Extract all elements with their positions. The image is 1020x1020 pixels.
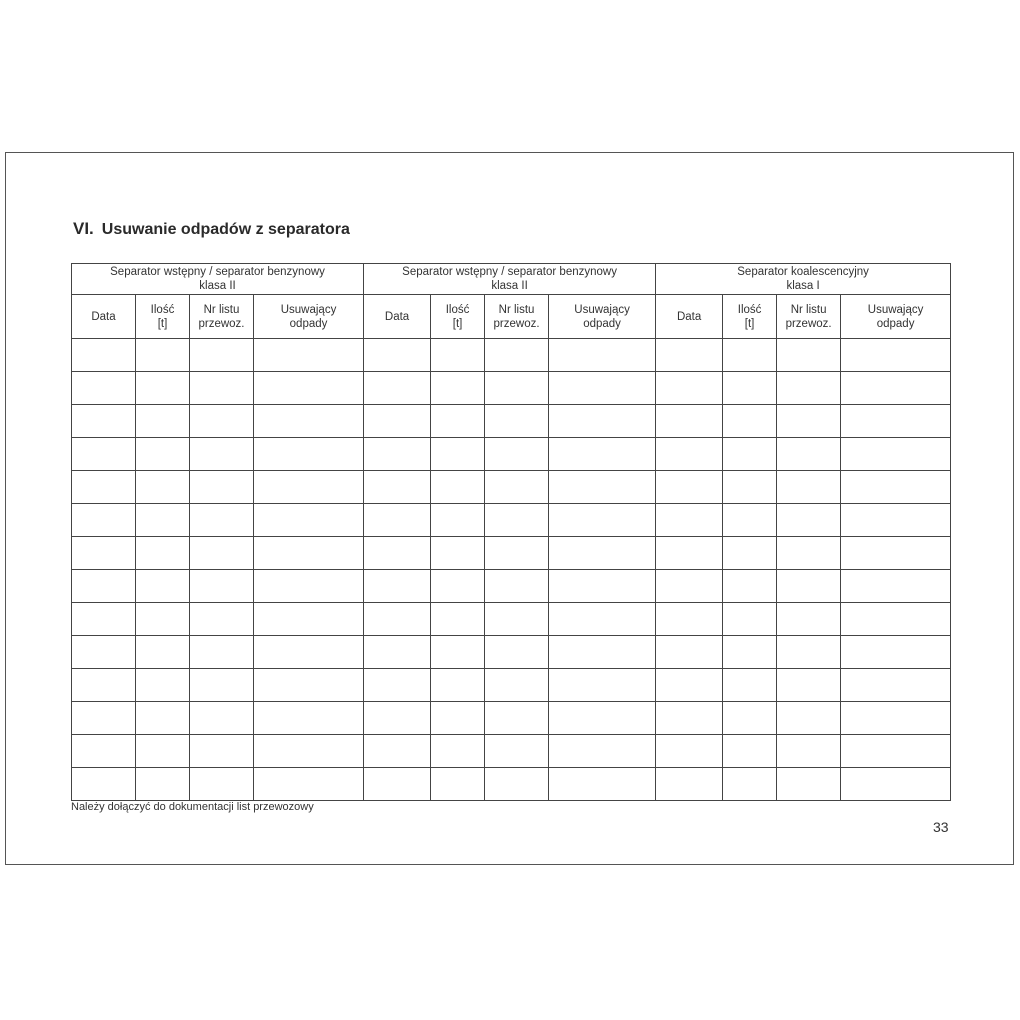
column-header-remover: Usuwający odpady <box>254 295 364 339</box>
table-cell[interactable] <box>777 537 841 570</box>
table-cell[interactable] <box>254 504 364 537</box>
table-cell[interactable] <box>656 570 723 603</box>
table-cell[interactable] <box>136 339 190 372</box>
table-cell[interactable] <box>549 339 656 372</box>
table-cell[interactable] <box>136 438 190 471</box>
table-cell[interactable] <box>190 537 254 570</box>
table-cell[interactable] <box>136 603 190 636</box>
table-cell[interactable] <box>723 669 777 702</box>
table-cell[interactable] <box>431 471 485 504</box>
table-cell[interactable] <box>485 438 549 471</box>
table-cell[interactable] <box>549 372 656 405</box>
table-cell[interactable] <box>364 570 431 603</box>
table-cell[interactable] <box>364 339 431 372</box>
table-cell[interactable] <box>723 339 777 372</box>
table-cell[interactable] <box>254 603 364 636</box>
table-cell[interactable] <box>190 372 254 405</box>
table-cell[interactable] <box>723 570 777 603</box>
table-cell[interactable] <box>72 735 136 768</box>
table-cell[interactable] <box>656 405 723 438</box>
table-cell[interactable] <box>72 537 136 570</box>
table-row <box>72 768 951 801</box>
table-cell[interactable] <box>136 768 190 801</box>
table-cell[interactable] <box>72 339 136 372</box>
table-cell[interactable] <box>777 636 841 669</box>
table-row <box>72 669 951 702</box>
column-header-remover: Usuwający odpady <box>841 295 951 339</box>
table-cell[interactable] <box>549 735 656 768</box>
table-cell[interactable] <box>431 537 485 570</box>
table-cell[interactable] <box>723 636 777 669</box>
section-heading <box>73 219 350 239</box>
table-cell[interactable] <box>549 504 656 537</box>
table-cell[interactable] <box>777 702 841 735</box>
column-header-remover: Usuwający odpady <box>549 295 656 339</box>
table-cell[interactable] <box>431 735 485 768</box>
table-cell[interactable] <box>485 768 549 801</box>
table-cell[interactable] <box>364 636 431 669</box>
table-cell[interactable] <box>656 669 723 702</box>
table-cell[interactable] <box>136 735 190 768</box>
table-cell[interactable] <box>72 405 136 438</box>
table-cell[interactable] <box>777 768 841 801</box>
table-cell[interactable] <box>72 438 136 471</box>
table-row <box>72 471 951 504</box>
table-cell[interactable] <box>777 438 841 471</box>
table-cell[interactable] <box>485 339 549 372</box>
table-cell[interactable] <box>190 702 254 735</box>
table-cell[interactable] <box>254 405 364 438</box>
table-cell[interactable] <box>254 471 364 504</box>
table-cell[interactable] <box>549 768 656 801</box>
table-cell[interactable] <box>777 372 841 405</box>
table-cell[interactable] <box>656 372 723 405</box>
table-cell[interactable] <box>190 735 254 768</box>
table-body <box>72 339 951 801</box>
table-cell[interactable] <box>841 537 951 570</box>
table-cell[interactable] <box>72 603 136 636</box>
table-cell[interactable] <box>549 636 656 669</box>
table-cell[interactable] <box>431 768 485 801</box>
table-cell[interactable] <box>190 471 254 504</box>
table-cell[interactable] <box>777 669 841 702</box>
section-number: VI. <box>73 219 94 238</box>
column-header-quantity: Ilość [t] <box>136 295 190 339</box>
table-cell[interactable] <box>136 702 190 735</box>
table-cell[interactable] <box>549 537 656 570</box>
group-header-3: Separator koalescencyjny klasa I <box>656 264 951 295</box>
table-cell[interactable] <box>190 504 254 537</box>
table-cell[interactable] <box>72 504 136 537</box>
table-cell[interactable] <box>723 405 777 438</box>
table-cell[interactable] <box>136 537 190 570</box>
column-header-quantity: Ilość [t] <box>431 295 485 339</box>
table-cell[interactable] <box>190 768 254 801</box>
table-cell[interactable] <box>549 405 656 438</box>
table-cell[interactable] <box>190 636 254 669</box>
table-cell[interactable] <box>841 570 951 603</box>
table-cell[interactable] <box>723 471 777 504</box>
table-cell[interactable] <box>841 504 951 537</box>
column-header-date: Data <box>72 295 136 339</box>
table-row <box>72 438 951 471</box>
table-row <box>72 405 951 438</box>
table-cell[interactable] <box>841 669 951 702</box>
table-cell[interactable] <box>485 570 549 603</box>
table-cell[interactable] <box>777 339 841 372</box>
table-cell[interactable] <box>364 438 431 471</box>
table-cell[interactable] <box>549 669 656 702</box>
table-cell[interactable] <box>841 603 951 636</box>
table-cell[interactable] <box>72 471 136 504</box>
table-cell[interactable] <box>136 570 190 603</box>
table-cell[interactable] <box>841 405 951 438</box>
table-cell[interactable] <box>723 603 777 636</box>
table-cell[interactable] <box>364 735 431 768</box>
table-cell[interactable] <box>254 735 364 768</box>
table-cell[interactable] <box>777 471 841 504</box>
table-cell[interactable] <box>841 735 951 768</box>
column-header-waybill-no: Nr listu przewoz. <box>485 295 549 339</box>
group-header-1: Separator wstępny / separator benzynowy klasa II <box>72 264 364 295</box>
table-cell[interactable] <box>72 702 136 735</box>
table-cell[interactable] <box>431 636 485 669</box>
table-cell[interactable] <box>136 636 190 669</box>
table-row <box>72 735 951 768</box>
table-row <box>72 570 951 603</box>
table-cell[interactable] <box>431 669 485 702</box>
table-cell[interactable] <box>136 405 190 438</box>
table-cell[interactable] <box>777 504 841 537</box>
table-cell[interactable] <box>656 702 723 735</box>
table-cell[interactable] <box>190 570 254 603</box>
table-cell[interactable] <box>254 339 364 372</box>
column-header-date: Data <box>364 295 431 339</box>
table-cell[interactable] <box>364 603 431 636</box>
column-header-quantity: Ilość [t] <box>723 295 777 339</box>
table-cell[interactable] <box>656 537 723 570</box>
table-cell[interactable] <box>841 636 951 669</box>
table-cell[interactable] <box>364 537 431 570</box>
table-cell[interactable] <box>656 438 723 471</box>
table-row <box>72 372 951 405</box>
table-cell[interactable] <box>841 768 951 801</box>
table-cell[interactable] <box>485 636 549 669</box>
column-header-waybill-no: Nr listu przewoz. <box>777 295 841 339</box>
column-header-date: Data <box>656 295 723 339</box>
table-cell[interactable] <box>190 339 254 372</box>
table-cell[interactable] <box>841 372 951 405</box>
table-cell[interactable] <box>72 372 136 405</box>
table-cell[interactable] <box>723 372 777 405</box>
table-cell[interactable] <box>549 471 656 504</box>
table-cell[interactable] <box>72 636 136 669</box>
table-cell[interactable] <box>431 504 485 537</box>
table-cell[interactable] <box>364 702 431 735</box>
table-cell[interactable] <box>656 603 723 636</box>
table-cell[interactable] <box>364 504 431 537</box>
table-cell[interactable] <box>723 735 777 768</box>
table-row <box>72 339 951 372</box>
table-cell[interactable] <box>136 372 190 405</box>
table-cell[interactable] <box>723 537 777 570</box>
table-cell[interactable] <box>364 669 431 702</box>
table-cell[interactable] <box>549 603 656 636</box>
table-cell[interactable] <box>841 471 951 504</box>
table-cell[interactable] <box>777 603 841 636</box>
table-cell[interactable] <box>841 438 951 471</box>
table-row <box>72 537 951 570</box>
table-cell[interactable] <box>723 504 777 537</box>
table-cell[interactable] <box>72 669 136 702</box>
table-cell[interactable] <box>777 735 841 768</box>
table-cell[interactable] <box>485 669 549 702</box>
table-cell[interactable] <box>364 372 431 405</box>
table-cell[interactable] <box>841 702 951 735</box>
column-header-row <box>72 295 951 339</box>
table-cell[interactable] <box>254 372 364 405</box>
group-header-2: Separator wstępny / separator benzynowy klasa II <box>364 264 656 295</box>
waste-removal-table <box>71 263 951 801</box>
table-cell[interactable] <box>364 405 431 438</box>
table-cell[interactable] <box>485 537 549 570</box>
table-cell[interactable] <box>72 768 136 801</box>
table-cell[interactable] <box>841 339 951 372</box>
table-cell[interactable] <box>431 603 485 636</box>
table-cell[interactable] <box>136 504 190 537</box>
table-row <box>72 504 951 537</box>
table-cell[interactable] <box>549 702 656 735</box>
table-cell[interactable] <box>656 339 723 372</box>
footnote: Należy dołączyć do dokumentacji list przewozowy <box>71 801 314 813</box>
table-cell[interactable] <box>549 438 656 471</box>
table-cell[interactable] <box>656 504 723 537</box>
table-cell[interactable] <box>656 471 723 504</box>
table-cell[interactable] <box>656 735 723 768</box>
table-cell[interactable] <box>254 636 364 669</box>
table-cell[interactable] <box>190 438 254 471</box>
column-header-waybill-no: Nr listu przewoz. <box>190 295 254 339</box>
table-cell[interactable] <box>431 570 485 603</box>
table-cell[interactable] <box>190 603 254 636</box>
table-cell[interactable] <box>431 405 485 438</box>
table-cell[interactable] <box>254 702 364 735</box>
table-cell[interactable] <box>549 570 656 603</box>
table-cell[interactable] <box>254 669 364 702</box>
table-cell[interactable] <box>485 471 549 504</box>
table-cell[interactable] <box>254 768 364 801</box>
table-cell[interactable] <box>190 669 254 702</box>
table-cell[interactable] <box>254 570 364 603</box>
table-cell[interactable] <box>485 603 549 636</box>
group-header-row <box>72 264 951 295</box>
table-cell[interactable] <box>777 570 841 603</box>
table-cell[interactable] <box>364 471 431 504</box>
table-cell[interactable] <box>656 636 723 669</box>
table-cell[interactable] <box>431 372 485 405</box>
table-cell[interactable] <box>485 504 549 537</box>
table-cell[interactable] <box>723 438 777 471</box>
section-title: Usuwanie odpadów z separatora <box>101 221 350 238</box>
table-cell[interactable] <box>431 702 485 735</box>
table-cell[interactable] <box>656 768 723 801</box>
table-cell[interactable] <box>485 405 549 438</box>
table-cell[interactable] <box>136 471 190 504</box>
table-row <box>72 636 951 669</box>
table-cell[interactable] <box>136 669 190 702</box>
table-cell[interactable] <box>431 339 485 372</box>
table-cell[interactable] <box>485 735 549 768</box>
table-cell[interactable] <box>723 768 777 801</box>
table-cell[interactable] <box>254 438 364 471</box>
table-cell[interactable] <box>72 570 136 603</box>
table-cell[interactable] <box>254 537 364 570</box>
table-cell[interactable] <box>485 702 549 735</box>
table-row <box>72 603 951 636</box>
table-cell[interactable] <box>723 702 777 735</box>
table-cell[interactable] <box>190 405 254 438</box>
table-row <box>72 702 951 735</box>
table-cell[interactable] <box>364 768 431 801</box>
table-cell[interactable] <box>485 372 549 405</box>
page-number: 33 <box>933 819 949 835</box>
table-cell[interactable] <box>777 405 841 438</box>
table-cell[interactable] <box>431 438 485 471</box>
